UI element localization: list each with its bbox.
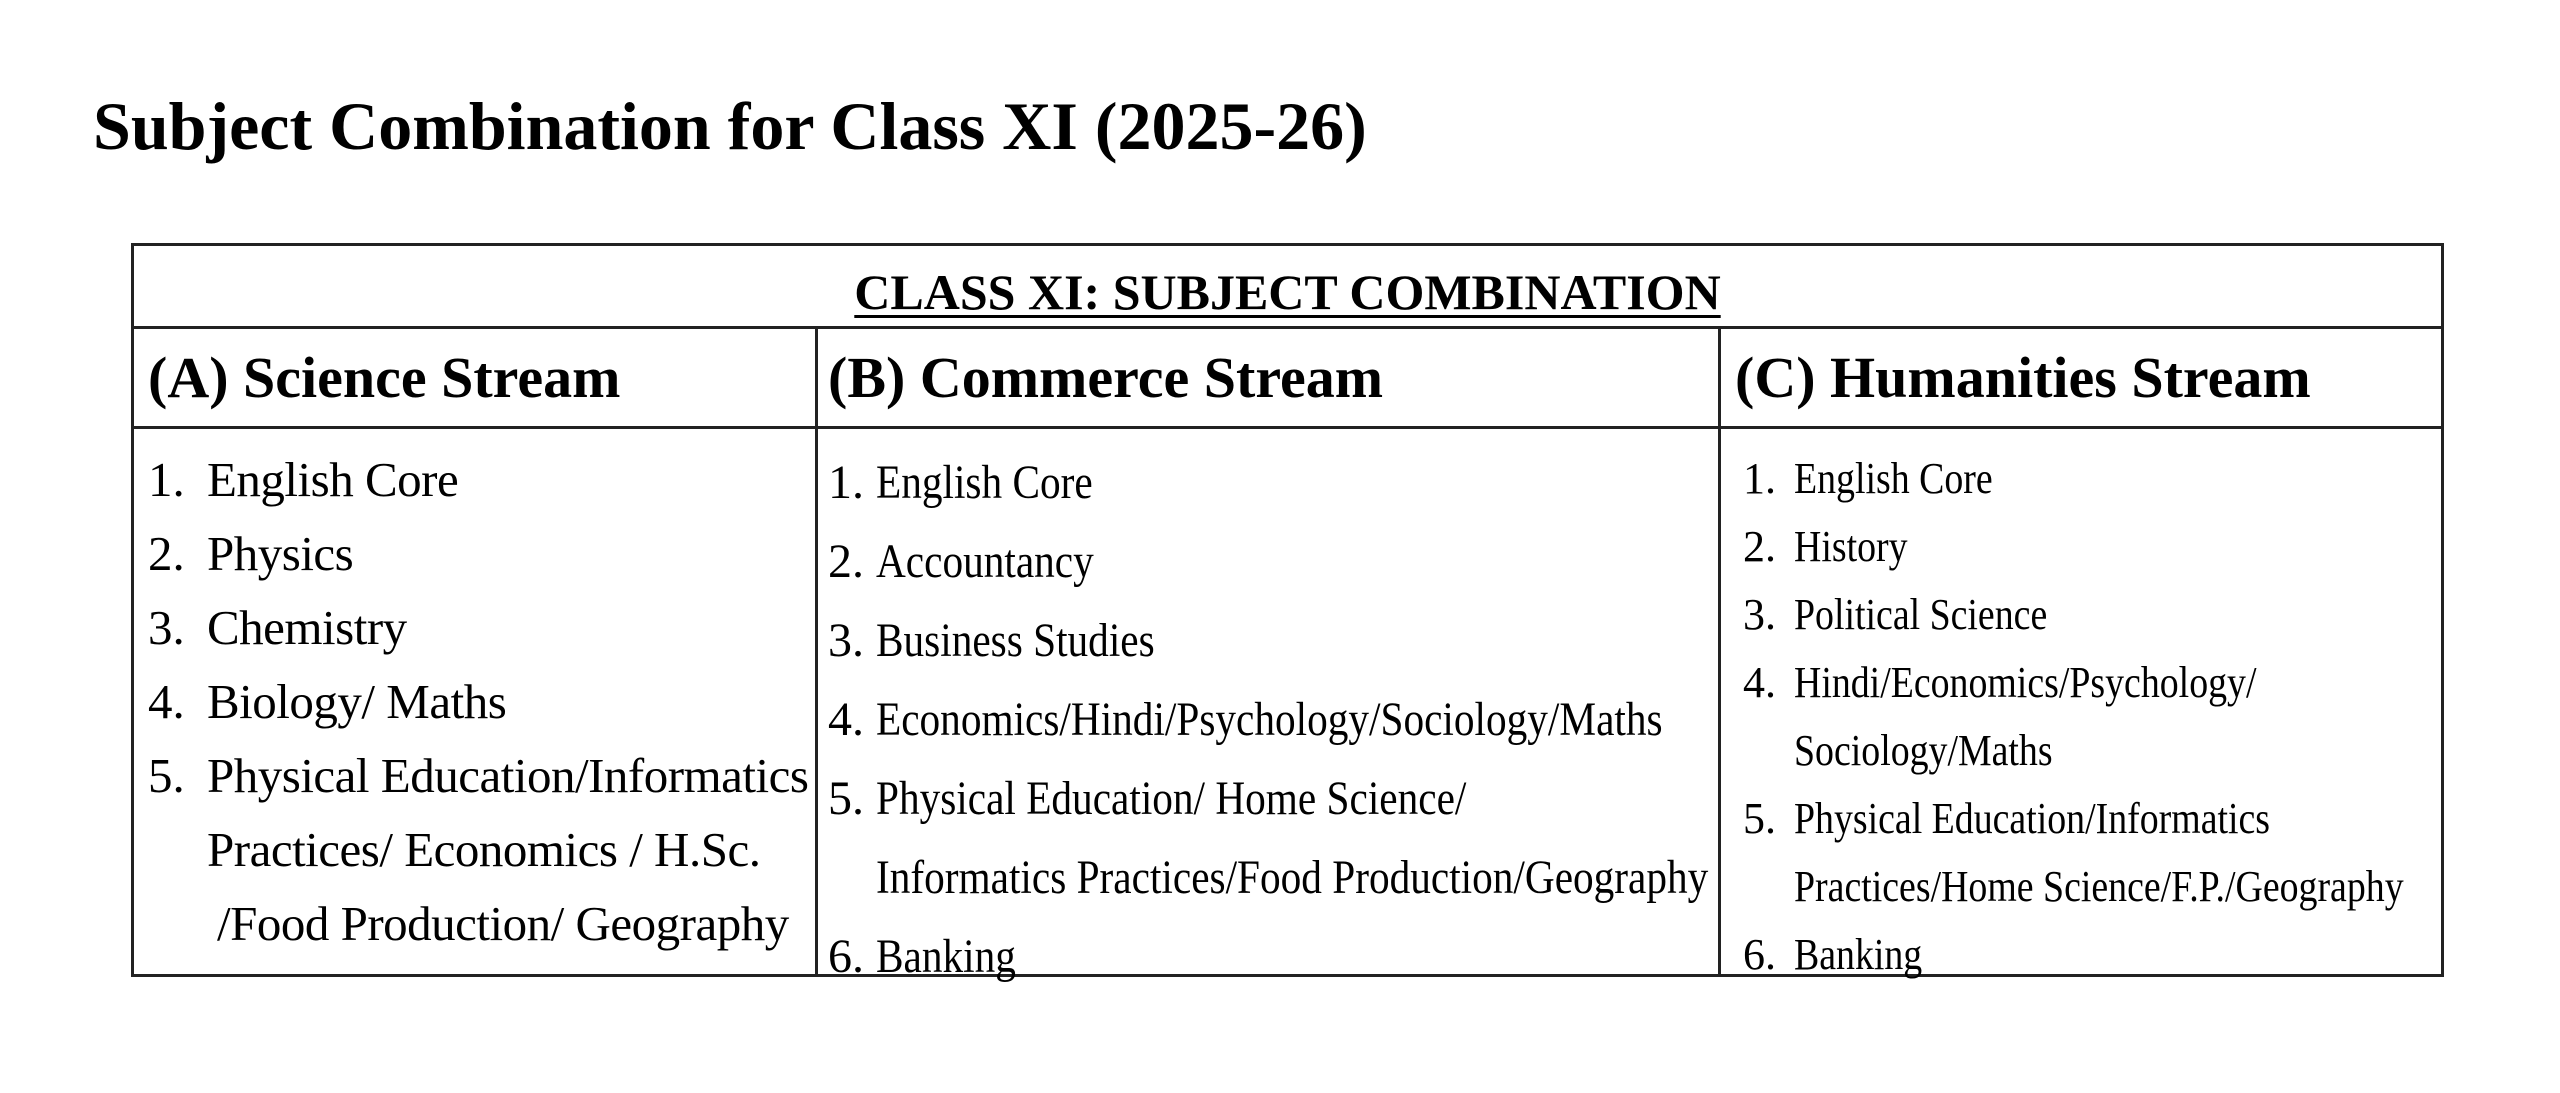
list-item [1721,581,2441,649]
item-number: 3. [148,600,185,655]
item-number: 3. [1743,590,1776,639]
item-number: 5. [148,748,185,803]
item-text: Physics [207,526,354,581]
item-text: Physical Education/ Home Science/ [876,772,1467,825]
item-text: Banking [1794,930,1923,979]
list-item [818,522,1718,601]
list-item [134,443,815,517]
list-item [818,680,1718,759]
list-item [1721,649,2441,785]
list-item [1721,513,2441,581]
item-text: Economics/Hindi/Psychology/Sociology/Maths [876,693,1663,746]
list-item [134,517,815,591]
item-number: 4. [1743,658,1776,707]
item-text-continued: Sociology/Maths [1794,726,2053,775]
list-item [134,739,815,961]
list-item [1721,445,2441,513]
commerce-stream-heading: (B) Commerce Stream [818,329,1718,429]
item-text: Banking [876,930,1016,983]
science-stream-heading: (A) Science Stream [134,329,815,429]
item-number: 2. [148,526,185,581]
item-text-continued: Practices/Home Science/F.P./Geography [1794,862,2404,911]
list-item [818,443,1718,522]
science-subject-list [134,429,815,961]
item-text: Physical Education/Informatics [1794,794,2271,843]
item-text: Biology/ Maths [207,674,507,729]
item-number: 6. [828,930,864,983]
item-number: 5. [1743,794,1776,843]
item-number: 1. [148,452,185,507]
item-text: English Core [876,456,1093,509]
humanities-subject-list [1721,429,2441,989]
item-text: Physical Education/Informatics [207,748,809,803]
list-item [1721,921,2441,989]
item-number: 1. [1743,454,1776,503]
item-text: Hindi/Economics/Psychology/ [1794,658,2257,707]
item-number: 5. [828,772,864,825]
item-number: 3. [828,614,864,667]
table-caption-text: CLASS XI: SUBJECT COMBINATION [854,264,1721,320]
table-caption [134,246,2441,329]
item-text: History [1794,522,1908,571]
humanities-stream-column [1721,329,2441,979]
list-item [818,759,1718,917]
list-item [134,665,815,739]
page-title: Subject Combination for Class XI (2025-26) [93,88,1367,164]
humanities-stream-heading: (C) Humanities Stream [1721,329,2441,429]
item-text: English Core [1794,454,1993,503]
science-stream-column [134,329,818,974]
list-item [818,917,1718,996]
item-text-continued: /Food Production/ Geography [217,896,789,951]
commerce-stream-column [818,329,1721,983]
item-text: Accountancy [876,535,1094,588]
item-number: 4. [828,693,864,746]
item-text-continued: Informatics Practices/Food Production/Geography [876,851,1709,904]
item-number: 6. [1743,930,1776,979]
item-text: Chemistry [207,600,407,655]
item-text: Political Science [1794,590,2048,639]
list-item [818,601,1718,680]
list-item [1721,785,2441,921]
commerce-subject-list [818,429,1718,996]
subject-combination-table [131,243,2444,983]
item-number: 1. [828,456,864,509]
item-number: 4. [148,674,185,729]
item-text-continued: Practices/ Economics / H.Sc. [207,822,761,877]
list-item [134,591,815,665]
item-text: Business Studies [876,614,1155,667]
item-number: 2. [1743,522,1776,571]
item-number: 2. [828,535,864,588]
item-text: English Core [207,452,459,507]
